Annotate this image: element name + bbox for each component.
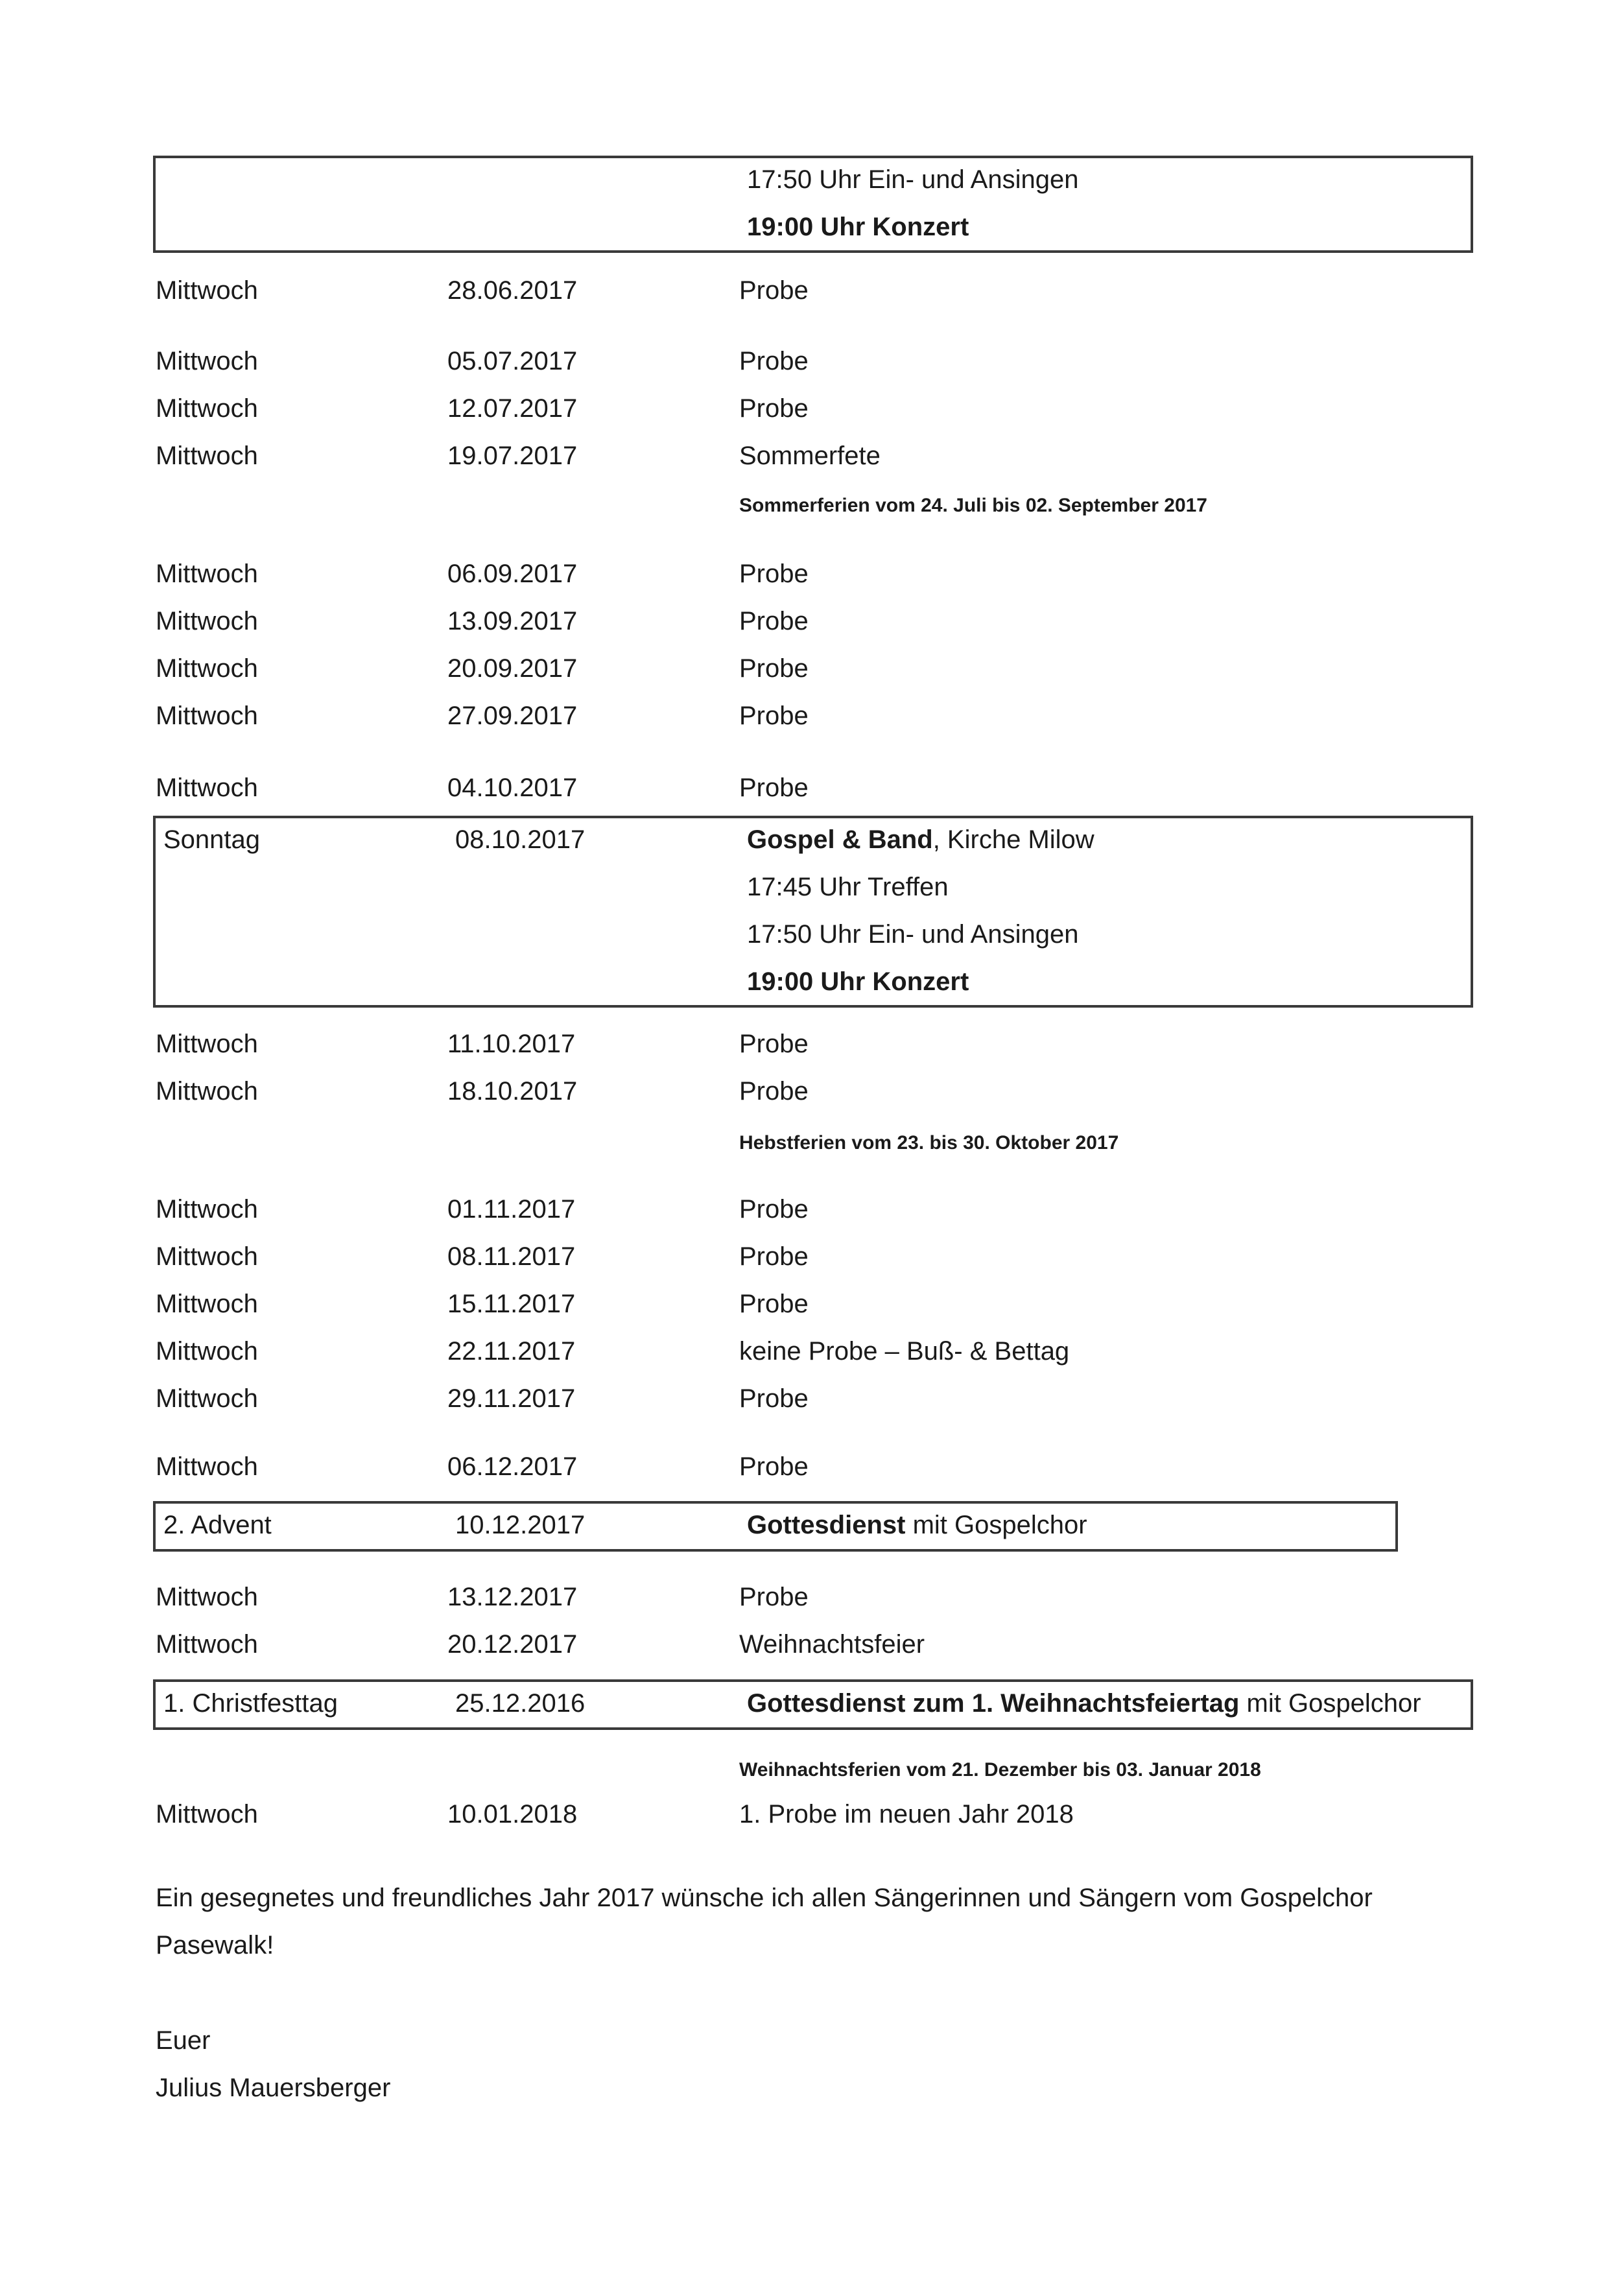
row-day: Mittwoch xyxy=(156,1242,258,1271)
schedule-row xyxy=(0,1795,1621,1834)
closing-greeting: Euer xyxy=(156,2026,211,2055)
row-day: 1. Christfesttag xyxy=(163,1689,338,1718)
schedule-row xyxy=(0,1447,1621,1486)
schedule-row xyxy=(0,1190,1621,1229)
schedule-row xyxy=(0,696,1621,735)
row-date: 19.07.2017 xyxy=(447,442,578,470)
row-day: Mittwoch xyxy=(156,394,258,423)
event-text: 19:00 Uhr Konzert xyxy=(747,213,969,241)
row-date: 28.06.2017 xyxy=(447,276,578,305)
schedule-row xyxy=(0,1506,1621,1544)
row-event xyxy=(747,1684,1421,1723)
event-text: 17:50 Uhr Ein- und Ansingen xyxy=(747,920,1079,949)
schedule-row xyxy=(0,602,1621,641)
schedule-row xyxy=(0,1379,1621,1418)
row-date: 25.12.2016 xyxy=(455,1689,586,1718)
event-text: Sommerfete xyxy=(739,442,881,470)
schedule-row xyxy=(0,207,1621,246)
row-event xyxy=(747,962,969,1001)
row-event xyxy=(739,1072,809,1111)
row-date: 20.12.2017 xyxy=(447,1630,578,1659)
row-event xyxy=(739,696,809,735)
row-day: Sonntag xyxy=(163,825,261,854)
schedule-row xyxy=(0,1684,1621,1723)
schedule-row xyxy=(0,962,1621,1001)
row-date: 15.11.2017 xyxy=(447,1290,576,1318)
row-day: Mittwoch xyxy=(156,607,258,635)
row-date: 08.11.2017 xyxy=(447,1242,576,1271)
schedule-row xyxy=(0,1237,1621,1276)
event-text: 1. Probe im neuen Jahr 2018 xyxy=(739,1800,1074,1829)
row-date: 11.10.2017 xyxy=(447,1030,576,1058)
schedule-row xyxy=(0,868,1621,906)
row-day: 2. Advent xyxy=(163,1511,272,1539)
row-event xyxy=(747,207,969,246)
event-text: Probe xyxy=(739,654,809,683)
row-day: Mittwoch xyxy=(156,1337,258,1366)
row-date: 29.11.2017 xyxy=(447,1384,576,1413)
event-text: Probe xyxy=(739,1242,809,1271)
event-text: mit Gospelchor xyxy=(905,1511,1087,1539)
closing-signature: Julius Mauersberger xyxy=(156,2074,391,2102)
row-event xyxy=(739,1578,809,1616)
row-event xyxy=(739,1332,1069,1371)
schedule-row xyxy=(0,1332,1621,1371)
schedule-row xyxy=(0,389,1621,428)
row-event xyxy=(739,389,809,428)
row-date: 05.07.2017 xyxy=(447,347,578,375)
schedule-row xyxy=(0,1284,1621,1323)
schedule-row xyxy=(0,160,1621,199)
row-event xyxy=(739,1190,809,1229)
row-date: 13.09.2017 xyxy=(447,607,578,635)
event-text: Probe xyxy=(739,1290,809,1318)
event-text: , Kirche Milow xyxy=(932,825,1094,854)
row-event xyxy=(747,1506,1087,1544)
row-event xyxy=(739,271,809,310)
schedule-row xyxy=(0,1024,1621,1063)
schedule-row xyxy=(0,342,1621,381)
row-date: 06.09.2017 xyxy=(447,560,578,588)
row-event xyxy=(739,1795,1074,1834)
event-text: 17:45 Uhr Treffen xyxy=(747,873,949,901)
event-text: Probe xyxy=(739,1077,809,1106)
row-day: Mittwoch xyxy=(156,442,258,470)
row-day: Mittwoch xyxy=(156,1384,258,1413)
row-event xyxy=(739,649,809,688)
row-event xyxy=(739,1447,809,1486)
event-text: Gottesdienst zum 1. Weihnachtsfeiertag xyxy=(747,1689,1240,1718)
row-event xyxy=(739,1625,925,1664)
row-day: Mittwoch xyxy=(156,1077,258,1106)
holiday-note xyxy=(0,1751,1621,1790)
event-text: Probe xyxy=(739,1384,809,1413)
schedule-row xyxy=(0,768,1621,807)
row-event xyxy=(739,1284,809,1323)
holiday-note xyxy=(0,486,1621,525)
event-text: 19:00 Uhr Konzert xyxy=(747,967,969,996)
row-event xyxy=(747,160,1078,199)
row-date: 20.09.2017 xyxy=(447,654,578,683)
schedule-row xyxy=(0,820,1621,859)
event-text: mit Gospelchor xyxy=(1239,1689,1421,1718)
schedule-row xyxy=(0,554,1621,593)
event-text: Probe xyxy=(739,560,809,588)
closing-line-2: Pasewalk! xyxy=(156,1931,274,1959)
row-date: 10.01.2018 xyxy=(447,1800,578,1829)
holiday-note-text: Weihnachtsferien vom 21. Dezember bis 03. Januar 2018 xyxy=(739,1759,1261,1781)
schedule-row xyxy=(0,915,1621,954)
row-day: Mittwoch xyxy=(156,347,258,375)
row-day: Mittwoch xyxy=(156,702,258,730)
schedule-row xyxy=(0,1072,1621,1111)
closing-line-1: Ein gesegnetes und freundliches Jahr 2017 wünsche ich allen Sängerinnen und Sängern vom Gospelchor xyxy=(156,1884,1373,1912)
row-date: 18.10.2017 xyxy=(447,1077,578,1106)
row-event xyxy=(747,915,1078,954)
row-day: Mittwoch xyxy=(156,1195,258,1224)
event-text: Gospel & Band xyxy=(747,825,933,854)
event-text: Gottesdienst xyxy=(747,1511,906,1539)
row-event xyxy=(739,1024,809,1063)
row-day: Mittwoch xyxy=(156,654,258,683)
holiday-note-text: Hebstferien vom 23. bis 30. Oktober 2017 xyxy=(739,1132,1119,1154)
row-date: 10.12.2017 xyxy=(455,1511,586,1539)
event-text: Probe xyxy=(739,1452,809,1481)
row-day: Mittwoch xyxy=(156,774,258,802)
event-text: Probe xyxy=(739,607,809,635)
event-text: Probe xyxy=(739,702,809,730)
row-day: Mittwoch xyxy=(156,276,258,305)
event-text: Probe xyxy=(739,276,809,305)
row-day: Mittwoch xyxy=(156,1452,258,1481)
schedule-row xyxy=(0,649,1621,688)
event-text: 17:50 Uhr Ein- und Ansingen xyxy=(747,165,1079,194)
row-event xyxy=(747,820,1094,859)
event-text: Probe xyxy=(739,1030,809,1058)
schedule-row xyxy=(0,1578,1621,1616)
event-text: Probe xyxy=(739,774,809,802)
event-text: Probe xyxy=(739,394,809,423)
row-day: Mittwoch xyxy=(156,1290,258,1318)
row-event xyxy=(739,602,809,641)
row-day: Mittwoch xyxy=(156,1030,258,1058)
event-text: Probe xyxy=(739,1583,809,1611)
row-event xyxy=(747,868,949,906)
row-event xyxy=(739,768,809,807)
row-event xyxy=(739,436,881,475)
row-day: Mittwoch xyxy=(156,1800,258,1829)
row-date: 27.09.2017 xyxy=(447,702,578,730)
row-date: 08.10.2017 xyxy=(455,825,586,854)
row-day: Mittwoch xyxy=(156,1583,258,1611)
row-date: 22.11.2017 xyxy=(447,1337,576,1366)
event-text: Weihnachtsfeier xyxy=(739,1630,925,1659)
row-date: 06.12.2017 xyxy=(447,1452,578,1481)
row-date: 04.10.2017 xyxy=(447,774,578,802)
row-day: Mittwoch xyxy=(156,560,258,588)
row-event xyxy=(739,342,809,381)
row-date: 13.12.2017 xyxy=(447,1583,578,1611)
row-date: 01.11.2017 xyxy=(447,1195,576,1224)
schedule-row xyxy=(0,1625,1621,1664)
row-day: Mittwoch xyxy=(156,1630,258,1659)
event-text: keine Probe – Buß- & Bettag xyxy=(739,1337,1070,1366)
event-text: Probe xyxy=(739,1195,809,1224)
event-text: Probe xyxy=(739,347,809,375)
schedule-row xyxy=(0,271,1621,310)
row-event xyxy=(739,554,809,593)
row-date: 12.07.2017 xyxy=(447,394,578,423)
holiday-note-text: Sommerferien vom 24. Juli bis 02. September 2017 xyxy=(739,495,1207,516)
holiday-note xyxy=(0,1124,1621,1163)
schedule-row xyxy=(0,436,1621,475)
row-event xyxy=(739,1237,809,1276)
row-event xyxy=(739,1379,809,1418)
